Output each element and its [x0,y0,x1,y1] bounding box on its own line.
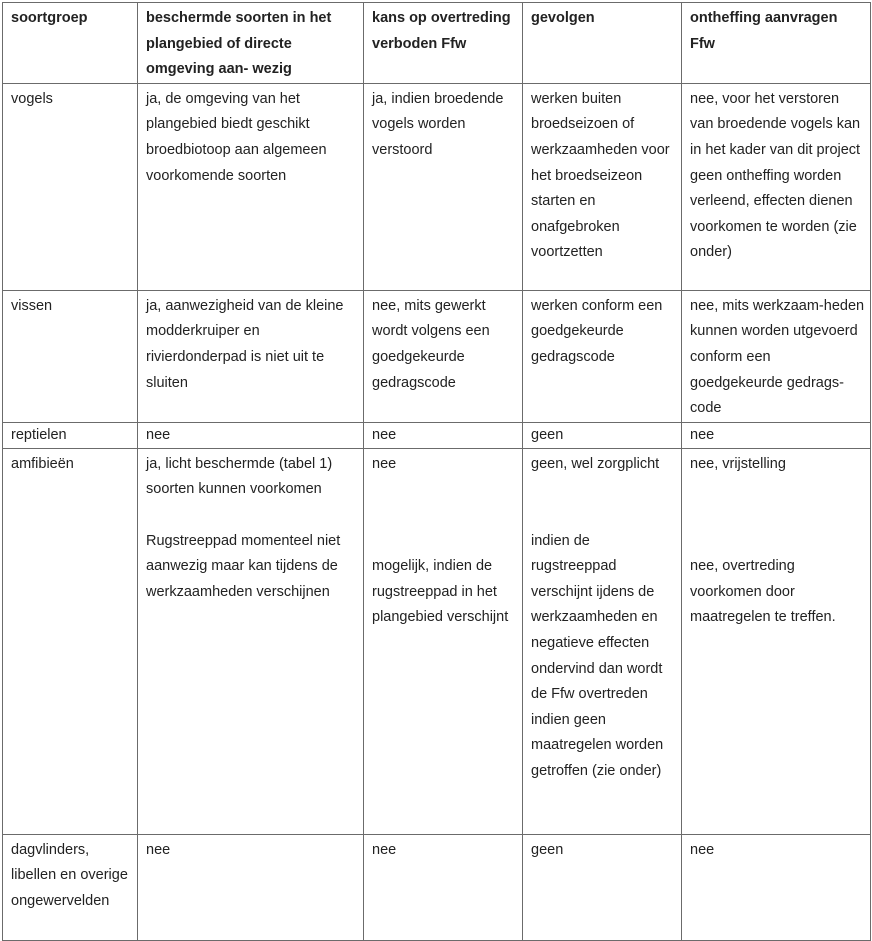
cell-paragraph: mogelijk, indien de rugstreeppad in het plangebied verschijnt [372,558,509,626]
cell-soortgroep: vogels [3,83,138,290]
cell-paragraph: geen, wel zorgplicht [531,455,660,472]
cell-paragraph: Rugstreeppad momenteel niet aanwezig maar kan tijdens de werkzaamheden verschijnen [146,532,341,600]
cell-ontheffing: nee [682,422,871,448]
cell-gevolgen [523,448,682,834]
cell-kans: nee [364,834,523,940]
cell-kans [364,448,523,834]
species-table [2,2,871,941]
cell-paragraph: nee [372,455,397,472]
cell-ontheffing [682,448,871,834]
cell-paragraph: ja, licht beschermde (tabel 1) soorten kunnen voorkomen [146,455,333,498]
header-gevolgen: gevolgen [523,3,682,84]
table-row-dagvlinders [3,834,871,940]
header-beschermde-soorten: beschermde soorten in het plangebied of directe omgeving aan- wezig [138,3,364,84]
cell-gevolgen: geen [523,834,682,940]
cell-ontheffing: nee [682,834,871,940]
cell-kans: ja, indien broedende vogels worden verstoord [364,83,523,290]
cell-paragraph: indien de rugstreeppad verschijnt ijdens de werkzaamheden en negatieve effecten ondervind dan wordt de Ffw overtreden indien geen maatregelen worden getroffen (zie onder) [531,532,664,779]
cell-aanwezig: nee [138,422,364,448]
cell-soortgroep: reptielen [3,422,138,448]
cell-aanwezig: ja, aanwezigheid van de kleine modderkruiper en rivierdonderpad is niet uit te sluiten [138,290,364,422]
table-row-vissen [3,290,871,422]
header-kans-op-overtreding: kans op overtreding verboden Ffw [364,3,523,84]
cell-soortgroep: amfibieën [3,448,138,834]
cell-gevolgen: werken buiten broedseizoen of werkzaamheden voor het broedseizeon starten en onafgebroken voortzetten [523,83,682,290]
cell-aanwezig [138,448,364,834]
table-row-amfibieen [3,448,871,834]
cell-gevolgen: geen [523,422,682,448]
header-ontheffing: ontheffing aanvragen Ffw [682,3,871,84]
cell-paragraph: nee, vrijstelling [690,455,786,472]
cell-soortgroep: vissen [3,290,138,422]
table-row-reptielen [3,422,871,448]
table-row-vogels [3,83,871,290]
table-header-row [3,3,871,84]
cell-aanwezig: nee [138,834,364,940]
cell-aanwezig: ja, de omgeving van het plangebied biedt geschikt broedbiotoop aan algemeen voorkomende soorten [138,83,364,290]
cell-ontheffing: nee, mits werkzaam-heden kunnen worden utgevoerd conform een goedgekeurde gedrags-code [682,290,871,422]
cell-soortgroep: dagvlinders, libellen en overige ongewervelden [3,834,138,940]
cell-ontheffing: nee, voor het verstoren van broedende vogels kan in het kader van dit project geen ontheffing worden verleend, effecten dienen voorkomen te worden (zie onder) [682,83,871,290]
header-soortgroep: soortgroep [3,3,138,84]
cell-kans: nee, mits gewerkt wordt volgens een goedgekeurde gedragscode [364,290,523,422]
cell-kans: nee [364,422,523,448]
cell-gevolgen: werken conform een goedgekeurde gedragscode [523,290,682,422]
cell-paragraph: nee, overtreding voorkomen door maatregelen te treffen. [690,558,836,626]
